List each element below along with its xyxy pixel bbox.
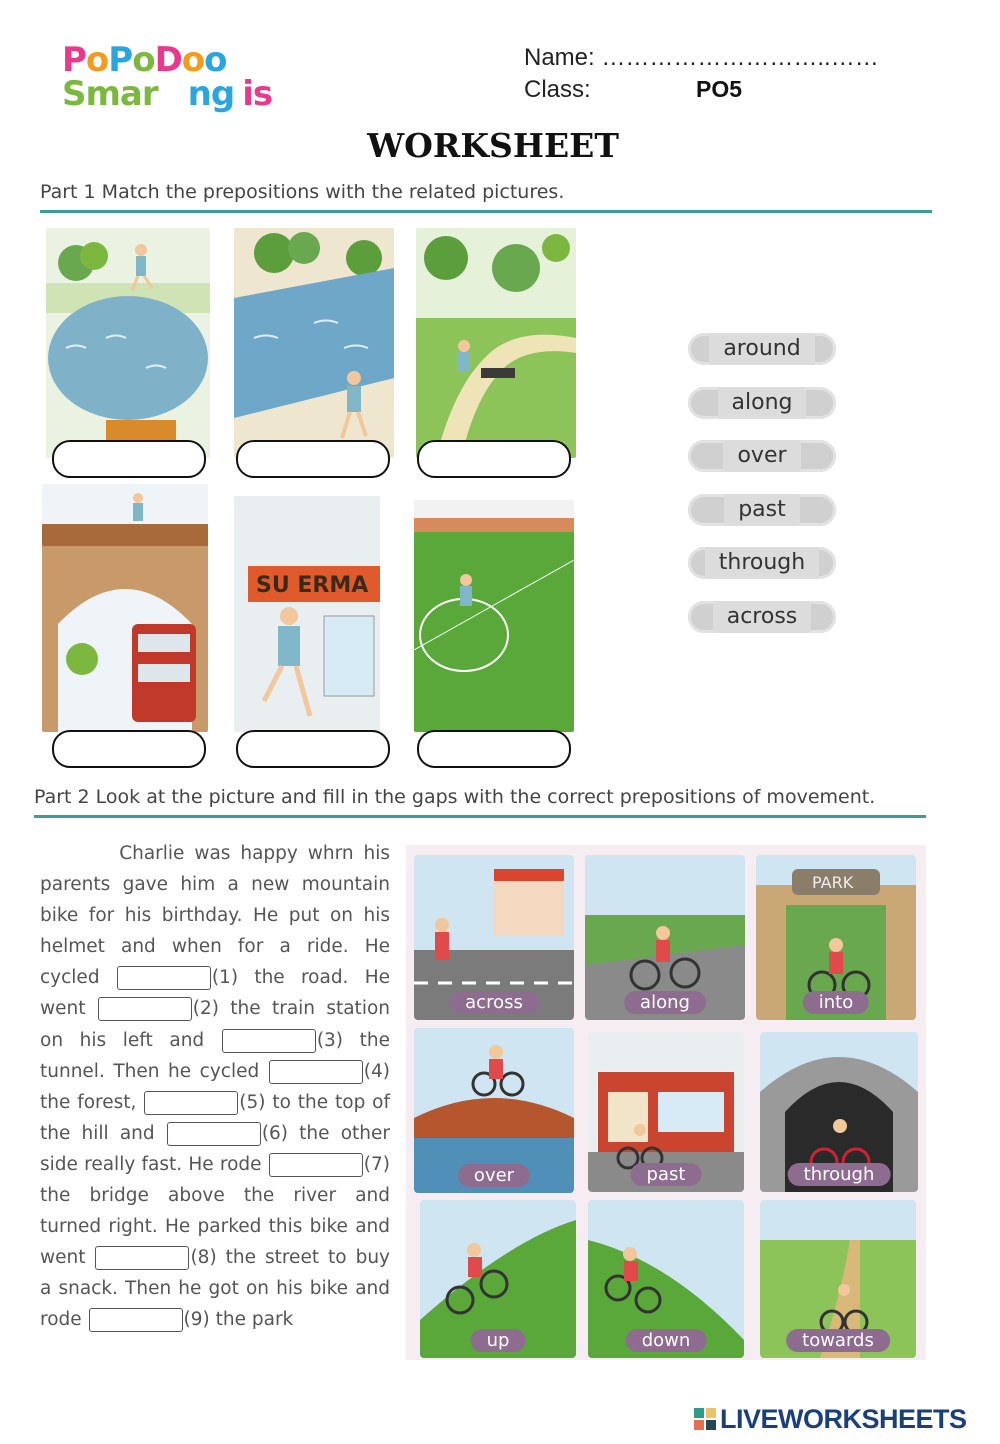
- picture-across-field: [414, 500, 574, 732]
- grid-cell-along: along: [585, 855, 745, 1020]
- class-value: PO5: [696, 76, 743, 102]
- picture-over-bridge: [42, 484, 208, 732]
- grid-cell-across: across: [414, 855, 574, 1020]
- word-along[interactable]: along: [688, 387, 836, 419]
- page-title: WORKSHEET: [367, 126, 619, 165]
- answer-box-6[interactable]: [417, 730, 571, 768]
- gap-8-input[interactable]: [95, 1246, 189, 1270]
- gap-2-input[interactable]: [98, 997, 192, 1021]
- logo-line-2: Smar ng is: [62, 74, 273, 114]
- logo-letter: o: [132, 40, 155, 80]
- word-across[interactable]: across: [688, 601, 836, 633]
- part1-divider: [40, 210, 932, 213]
- picture-along-river: [234, 228, 394, 458]
- gap-4-input[interactable]: [269, 1060, 363, 1084]
- word-around[interactable]: around: [688, 333, 836, 365]
- story-passage: Charlie was happy whrn his parents gave him a new mountain bike for his birthday. He put on his helmet and when for a ride. He cycled (1) the road. He went (2) the train station on his left and (3) the tunnel. Then he cycled (4) the forest, (5) to the top of the hill and (6) the other side really fast. He rode (7) the bridge above the river and turned right. He parked this bike and went (8) the street to buy a snack. Then he got on his bike and rode (9) the park: [40, 843, 391, 1331]
- class-field-label: Class:: [524, 76, 591, 103]
- gap-3-input[interactable]: [222, 1029, 316, 1053]
- logo-letter: P: [62, 40, 86, 80]
- word-over[interactable]: over: [688, 440, 836, 472]
- picture-past-supermarket: [234, 496, 380, 732]
- answer-box-3[interactable]: [417, 440, 571, 478]
- answer-box-5[interactable]: [236, 730, 390, 768]
- word-through[interactable]: through: [688, 547, 836, 579]
- gap-9-input[interactable]: [89, 1308, 183, 1332]
- part2-instruction: Part 2 Look at the picture and fill in the gaps with the correct prepositions of movement.: [34, 786, 876, 808]
- gap-6-input[interactable]: [167, 1122, 261, 1146]
- logo-letter: o: [204, 40, 227, 80]
- part1-instruction: Part 1 Match the prepositions with the related pictures.: [40, 181, 565, 203]
- logo-letter: D: [154, 40, 182, 80]
- picture-around-lake: [46, 228, 210, 458]
- logo-letter: o: [85, 40, 109, 80]
- grid-cell-past: past: [588, 1032, 744, 1192]
- answer-box-4[interactable]: [52, 730, 206, 768]
- answer-box-1[interactable]: [52, 440, 206, 478]
- name-field-label: Name: ………………………..……: [524, 44, 879, 71]
- gap-7-input[interactable]: [269, 1153, 363, 1177]
- logo-letter: o: [181, 40, 205, 80]
- answer-box-2[interactable]: [236, 440, 390, 478]
- liveworksheets-logo-icon: [694, 1408, 716, 1430]
- gap-1-input[interactable]: [117, 966, 211, 990]
- picture-through-park: [416, 228, 576, 458]
- word-past[interactable]: past: [688, 494, 836, 526]
- grid-cell-down: down: [588, 1200, 744, 1358]
- part2-divider: [34, 815, 926, 818]
- grid-cell-through: through: [760, 1032, 918, 1192]
- grid-cell-up: up: [420, 1200, 576, 1358]
- popodoo-logo: [62, 40, 282, 120]
- gap-5-input[interactable]: [144, 1091, 238, 1115]
- logo-letter: P: [108, 40, 133, 80]
- grid-cell-into: PARK into: [756, 855, 916, 1020]
- grid-cell-towards: towards: [760, 1200, 916, 1358]
- liveworksheets-brand[interactable]: LIVEWORKSHEETS: [720, 1404, 967, 1434]
- grid-cell-over: over: [414, 1028, 574, 1193]
- park-sign: PARK: [812, 873, 854, 892]
- supermarket-sign: SU ERMA: [256, 573, 369, 598]
